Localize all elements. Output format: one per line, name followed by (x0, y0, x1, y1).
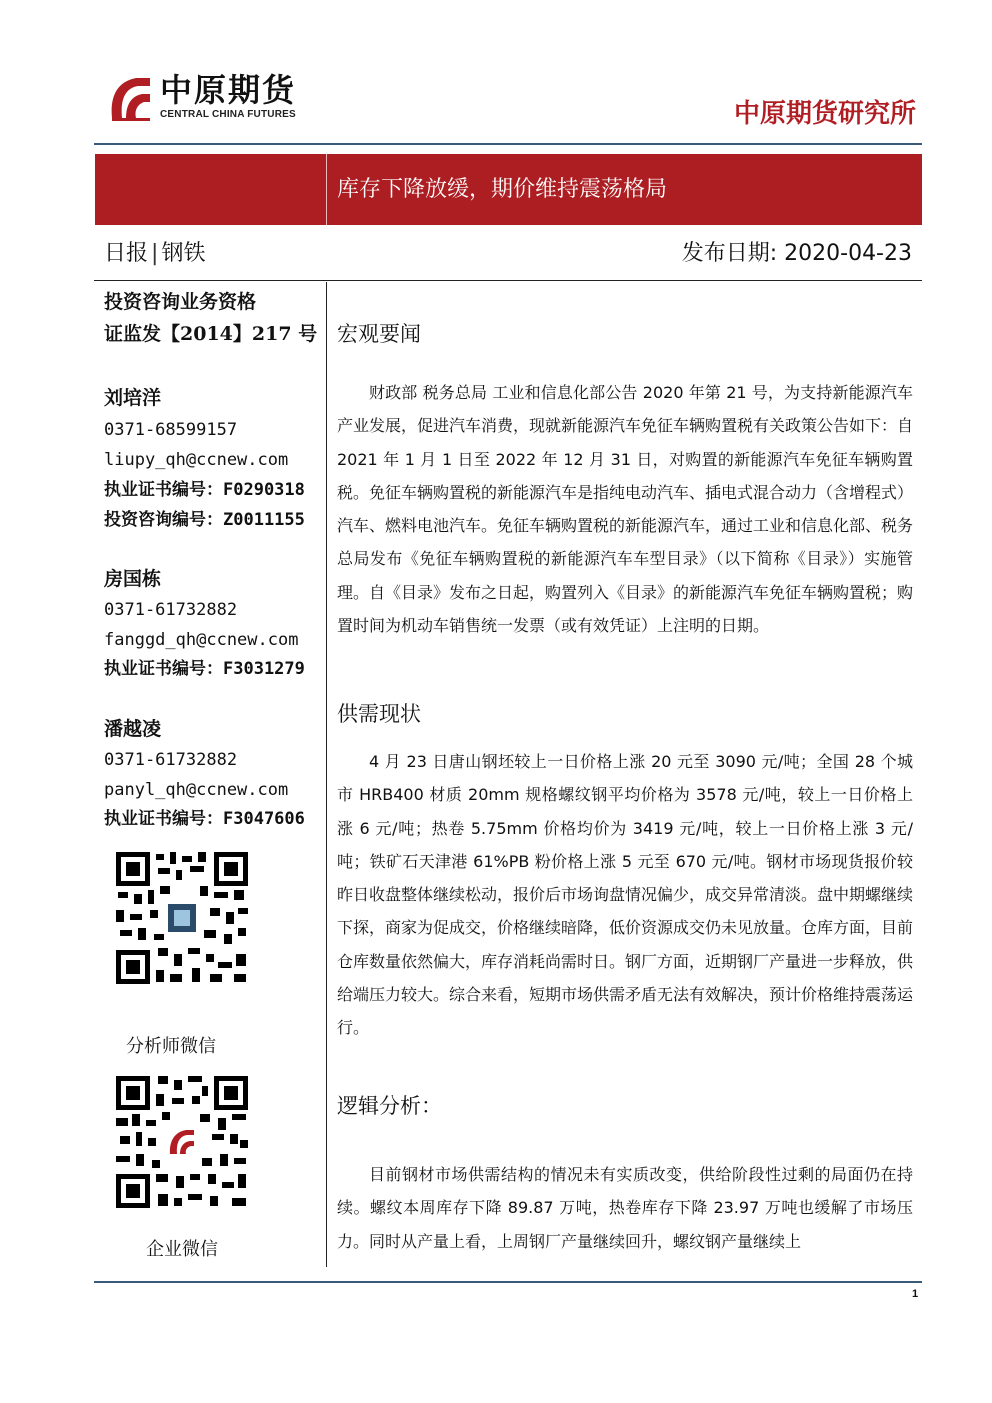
analyst-cert: 执业证书编号：F3047606 (104, 809, 305, 829)
qualification-title: 投资咨询业务资格 (104, 291, 257, 313)
analyst-email[interactable]: fanggd_qh@ccnew.com (104, 630, 299, 650)
section-title-supply-demand: 供需现状 (337, 702, 421, 726)
report-title: 库存下降放缓，期价维持震荡格局 (337, 177, 668, 202)
report-bar-divider (94, 280, 922, 281)
analyst-cert: 执业证书编号：F0290318 (104, 480, 305, 500)
section-title-logic-analysis: 逻辑分析： (337, 1094, 442, 1118)
company-logo-english: CENTRAL CHINA FUTURES (160, 109, 296, 120)
publish-date: 发布日期: 2020-04-23 (681, 241, 912, 266)
company-wechat-label: 企业微信 (146, 1239, 218, 1260)
analyst-name: 刘培洋 (104, 387, 162, 409)
section-title-macro-news: 宏观要闻 (337, 322, 421, 346)
qualification-number: 证监发【2014】217 号 (104, 323, 318, 345)
analyst-wechat-label: 分析师微信 (126, 1036, 216, 1057)
analyst-name: 房国栋 (104, 568, 162, 590)
section-paragraph-supply-demand: 4 月 23 日唐山钢坯较上一日价格上涨 20 元至 3090 元/吨；全国 28 个城市 HRB400 材质 20mm 规格螺纹钢平均价格为 3578 元/吨，较上一日价格上涨 6 元/吨；热卷 5.75mm 价格均价为 3419 元/吨，较上一日价格上涨 3 元/吨；铁矿石天津港 61%PB 粉价格上涨 5 元至 670 元/吨。钢材市场现货报价较昨日收盘整体继续松动，报价后市场询盘情况偏少，成交异常清淡。盘中期螺继续下探，商家为促成交，价格继续暗降，低价资源成交仍未见放量。仓库方面，目前仓库数量依然偏大，库存消耗尚需时日。钢厂方面，近期钢厂产量进一步释放，供给端压力较大。综合来看，短期市场供需矛盾无法有效解决，预计价格维持震荡运行。 (337, 752, 914, 1038)
sidebar-divider (326, 282, 327, 1267)
header-divider (94, 143, 922, 145)
company-logo-text: 中原期货 (160, 71, 297, 109)
company-logo-icon (106, 72, 154, 124)
company-wechat-qr-icon (114, 1074, 250, 1210)
report-type-label: 日报 (104, 241, 149, 266)
analyst-phone: 0371-61732882 (104, 750, 238, 770)
analyst-name: 潘越凌 (104, 718, 162, 740)
section-paragraph-macro-news: 财政部 税务总局 工业和信息化部公告 2020 年第 21 号，为支持新能源汽车产业发展，促进汽车消费，现就新能源汽车免征车辆购置税有关政策公告如下：自 2021 年 1 月 1 日至 2022 年 12 月 31 日，对购置的新能源汽车免征车辆购置税。免征车辆购置税的新能源汽车是指纯电动汽车、插电式混合动力（含增程式）汽车、燃料电池汽车。免征车辆购置税的新能源汽车，通过工业和信息化部、税务总局发布《免征车辆购置税的新能源汽车车型目录》（以下简称《目录》）实施管理。自《目录》发布之日起，购置列入《目录》的新能源汽车免征车辆购置税；购置时间为机动车销售统一发票（或有效凭证）上注明的日期。 (337, 383, 914, 636)
analyst-phone: 0371-61732882 (104, 600, 238, 620)
analyst-advisory-number: 投资咨询编号：Z0011155 (104, 510, 305, 530)
section-paragraph-logic-analysis: 目前钢材市场供需结构的情况未有实质改变，供给阶段性过剩的局面仍在持续。螺纹本周库存下降 89.87 万吨，热卷库存下降 23.97 万吨也缓解了市场压力。同时从产量上看，上周钢厂产量继续回升，螺纹钢产量继续上 (337, 1165, 913, 1251)
report-category: 钢铁 (161, 241, 206, 266)
page-number: 1 (912, 1288, 919, 1300)
footer-divider (94, 1281, 922, 1283)
analyst-email[interactable]: liupy_qh@ccnew.com (104, 450, 289, 470)
analyst-cert: 执业证书编号：F3031279 (104, 659, 305, 679)
analyst-phone: 0371-68599157 (104, 420, 238, 440)
analyst-email[interactable]: panyl_qh@ccnew.com (104, 780, 289, 800)
report-type (104, 238, 205, 270)
report-type-separator: | (151, 241, 159, 266)
banner-divider (326, 154, 327, 225)
institute-name: 中原期货研究所 (733, 99, 916, 129)
analyst-wechat-qr-icon (114, 850, 250, 986)
